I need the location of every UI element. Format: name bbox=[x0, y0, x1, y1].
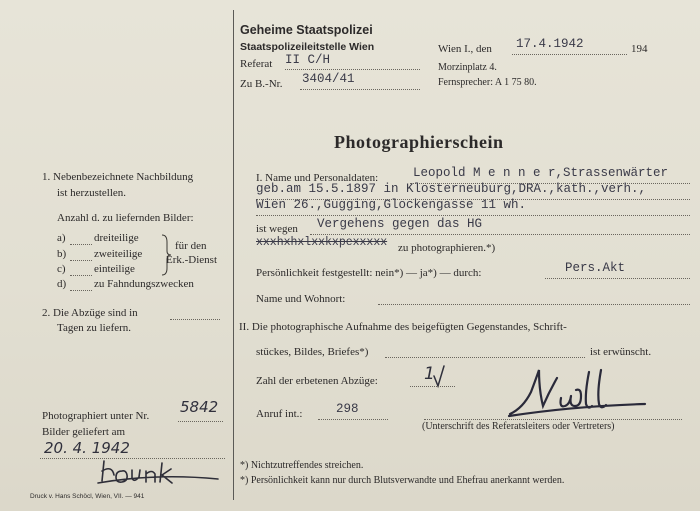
item2-line1: 2. Die Abzüge sind in bbox=[42, 307, 138, 319]
crossed-out-text: xxxhxhxlxxkxpexxxxx bbox=[256, 236, 388, 249]
option-line bbox=[70, 260, 92, 261]
option-text: einteilige bbox=[94, 263, 135, 275]
ist-wegen-rule bbox=[310, 234, 690, 235]
days-line bbox=[170, 319, 220, 320]
delivered-label: Bilder geliefert am bbox=[42, 426, 126, 438]
ist-wegen-value: Vergehens gegen das HG bbox=[317, 217, 483, 231]
option-text: dreiteilige bbox=[94, 232, 139, 244]
name-data-label: I. Name und Personaldaten: bbox=[256, 172, 379, 184]
for-line2: Erk.-Dienst bbox=[166, 254, 218, 266]
referat-line bbox=[285, 69, 420, 70]
year-prefix: 194 bbox=[631, 43, 648, 55]
copies-label: Zahl der erbetenen Abzüge: bbox=[256, 375, 378, 387]
photo-suffix: zu photographieren.*) bbox=[398, 242, 496, 254]
option-line bbox=[70, 275, 92, 276]
option-letter: c) bbox=[57, 263, 66, 275]
delivered-value: 20. 4. 1942 bbox=[44, 439, 130, 457]
name-line1: Leopold M e n n e r,Strassenwärter bbox=[413, 166, 669, 180]
name-line2: geb.am 15.5.1897 in Klosterneuburg,DRA.,kath.,verh., bbox=[256, 182, 647, 196]
name-address-rule bbox=[378, 304, 690, 305]
footnote-1: *) Nichtzutreffendes streichen. bbox=[240, 460, 364, 471]
agency-name: Geheime Staatspolizei bbox=[240, 23, 373, 37]
zu-label: Zu B.-Nr. bbox=[240, 78, 283, 90]
section2-rule bbox=[385, 357, 585, 358]
phone: Fernsprecher: A 1 75 80. bbox=[438, 77, 537, 88]
ist-wegen-label: ist wegen bbox=[256, 223, 298, 235]
option-line bbox=[70, 290, 92, 291]
date-value: 17.4.1942 bbox=[516, 37, 584, 51]
photographed-label: Photographiert unter Nr. bbox=[42, 410, 150, 422]
printer-note: Druck v. Hans Schöcl, Wien, VII. — 941 bbox=[30, 493, 145, 500]
persoenlichkeit-label: Persönlichkeit festgestellt: nein*) — ja*) — durch: bbox=[256, 267, 482, 279]
option-letter: d) bbox=[57, 278, 67, 290]
name-address-label: Name und Wohnort: bbox=[256, 293, 346, 305]
address: Morzinplatz 4. bbox=[438, 62, 497, 73]
item2-line2: Tagen zu liefern. bbox=[57, 322, 132, 334]
referat-label: Referat bbox=[240, 58, 273, 70]
signature-caption: (Unterschrift des Referatsleiters oder Vertreters) bbox=[422, 421, 615, 432]
item1-line1: 1. Nebenbezeichnete Nachbildung bbox=[42, 171, 194, 183]
name-line3: Wien 26.,Gugging,Glockengasse 11 wh. bbox=[256, 198, 527, 212]
copies-rule bbox=[410, 386, 455, 387]
call-rule bbox=[318, 419, 388, 420]
section2-line2-end: ist erwünscht. bbox=[590, 346, 652, 358]
section2-line1: II. Die photographische Aufnahme des beigefügten Gegenstandes, Schrift- bbox=[239, 321, 567, 333]
form-title: Photographierschein bbox=[334, 132, 504, 152]
section2-line2: stückes, Bildes, Briefes*) bbox=[256, 346, 369, 358]
copies-tick bbox=[432, 364, 446, 388]
call-label: Anruf int.: bbox=[256, 408, 303, 420]
item1-line2: ist herzustellen. bbox=[57, 187, 127, 199]
persoenlichkeit-value: Pers.Akt bbox=[565, 261, 626, 275]
option-text: zu Fahndungszwecken bbox=[94, 278, 194, 290]
photographed-value: 5842 bbox=[180, 398, 219, 416]
call-value: 298 bbox=[336, 402, 359, 416]
name-line3-rule bbox=[256, 215, 690, 216]
option-letter: a) bbox=[57, 232, 66, 244]
option-line bbox=[70, 244, 92, 245]
date-line bbox=[512, 54, 627, 55]
column-divider bbox=[233, 10, 234, 500]
copies-value: 1 bbox=[424, 364, 435, 384]
place-label: Wien I., den bbox=[438, 43, 492, 55]
zu-value: 3404/41 bbox=[302, 72, 355, 86]
official-signature bbox=[505, 362, 655, 422]
office-name: Staatspolizeileitstelle Wien bbox=[240, 41, 375, 53]
persoenlichkeit-rule bbox=[545, 278, 690, 279]
option-text: zweiteilige bbox=[94, 248, 143, 260]
signature-rule bbox=[424, 419, 682, 420]
footnote-2: *) Persönlichkeit kann nur durch Blutsverwandte und Ehefrau anerkannt werden. bbox=[240, 475, 565, 486]
initials-signature bbox=[96, 455, 226, 487]
count-label: Anzahl d. zu liefernden Bilder: bbox=[57, 212, 194, 224]
option-letter: b) bbox=[57, 248, 67, 260]
for-line1: für den bbox=[175, 240, 207, 252]
zu-line bbox=[300, 89, 420, 90]
referat-value: II C/H bbox=[285, 53, 331, 67]
photographed-line bbox=[178, 421, 223, 422]
